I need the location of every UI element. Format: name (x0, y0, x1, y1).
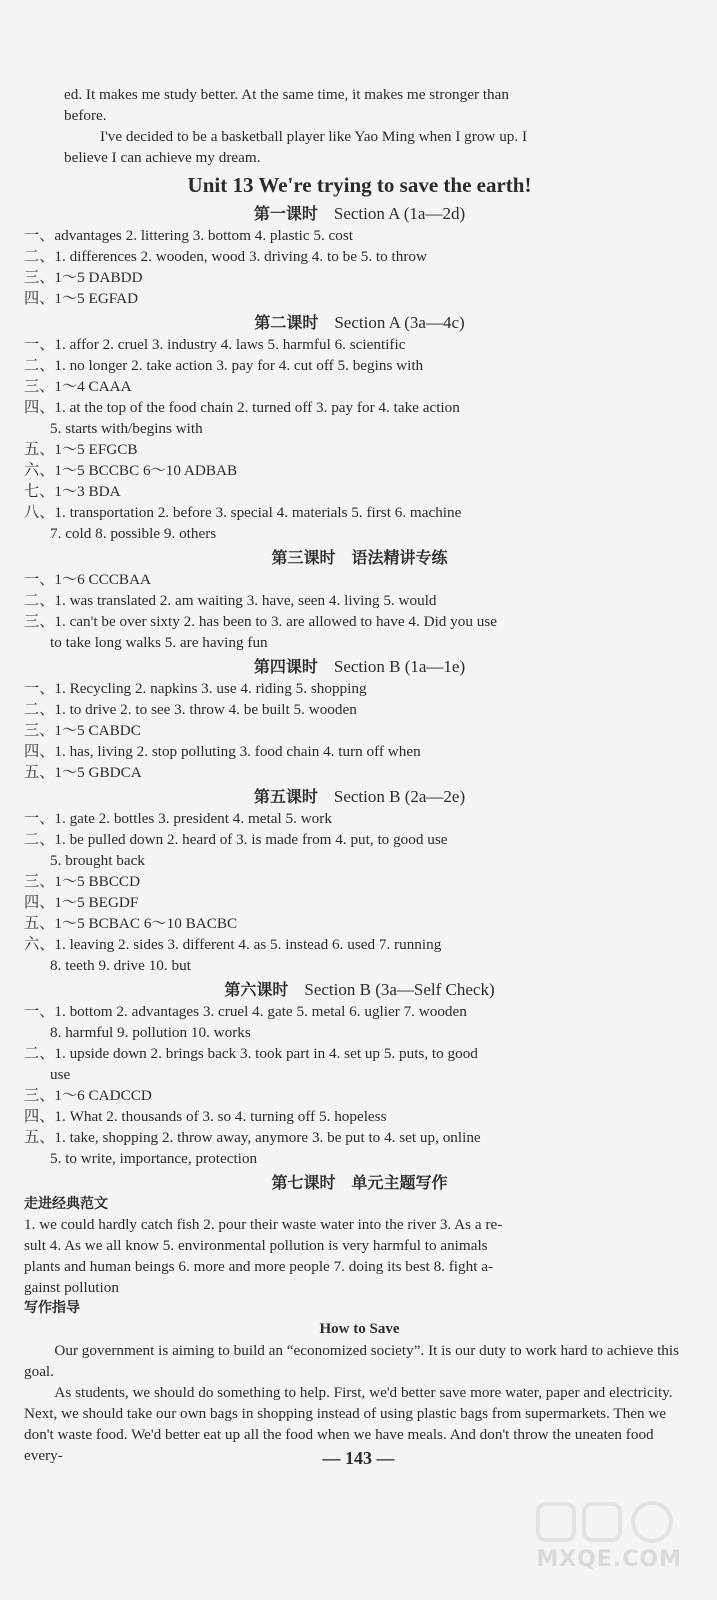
answer-line: 一、1～6 CCCBAA (24, 571, 152, 588)
watermark-logo (520, 1498, 700, 1578)
answer-line: 七、1～3 BDA (24, 483, 121, 500)
answer-line: 5. starts with/begins with (50, 420, 203, 437)
intro-line: ed. It makes me study better. At the same time, it makes me stronger than (64, 86, 509, 103)
answer-line: to take long walks 5. are having fun (50, 634, 268, 651)
answer-line: 三、1～6 CADCCD (24, 1087, 152, 1104)
section-title (24, 978, 695, 1001)
section-title (24, 1171, 695, 1194)
classic-essay-block (24, 1194, 695, 1298)
intro-line: I've decided to be a basketball player like Yao Ming when I grow up. I (100, 128, 528, 145)
answer-line: 5. brought back (50, 852, 145, 869)
section-lesson-label: 第七课时 (271, 1173, 336, 1192)
section-range-label: Section A (3a—4c) (334, 313, 465, 332)
writing-guide-heading: 写作指导 (24, 1300, 80, 1316)
intro-line: before. (64, 107, 107, 124)
answer-line: use (50, 1066, 71, 1083)
section-lesson-label: 第一课时 (253, 204, 318, 223)
answer-line: 四、1. at the top of the food chain 2. turned off 3. pay for 4. take action (24, 399, 460, 416)
answer-line: 三、1～5 DABDD (24, 269, 143, 286)
answer-line: 三、1. can't be over sixty 2. has been to 3. are allowed to have 4. Did you use (24, 613, 498, 630)
section-title (24, 202, 695, 225)
answer-line: 二、1. to drive 2. to see 3. throw 4. be built 5. wooden (24, 701, 357, 718)
section-title (24, 785, 695, 808)
answer-line: 六、1. leaving 2. sides 3. different 4. as 5. instead 6. used 7. running (24, 936, 442, 953)
answer-line: 四、1～5 BEGDF (24, 894, 139, 911)
answer-line: 一、1. bottom 2. advantages 3. cruel 4. gate 5. metal 6. uglier 7. wooden (24, 1003, 467, 1020)
answer-line: 8. teeth 9. drive 10. but (50, 957, 191, 974)
section-range-label: Section B (3a—Self Check) (304, 980, 495, 999)
intro-block (24, 84, 695, 168)
section-title (24, 546, 695, 569)
section-range-label: Section A (1a—2d) (333, 204, 466, 223)
answer-line: 二、1. upside down 2. brings back 3. took part in 4. set up 5. puts, to good (24, 1045, 478, 1062)
answer-line: 五、1～5 GBDCA (24, 764, 142, 781)
answer-line: 一、1. affor 2. cruel 3. industry 4. laws 5. harmful 6. scientific (24, 336, 406, 353)
answer-line: 一、advantages 2. littering 3. bottom 4. plastic 5. cost (24, 227, 354, 244)
watermark-text: MXQE.COM (536, 1547, 682, 1572)
section-lesson-label: 第四课时 (253, 657, 318, 676)
section-range-label: 单元主题写作 (351, 1173, 448, 1192)
answer-line: 二、1. was translated 2. am waiting 3. have, seen 4. living 5. would (24, 592, 437, 609)
section-lesson-label: 第五课时 (253, 787, 318, 806)
essay-paragraph: As students, we should do something to help. First, we'd better save more water, paper and electricity. Next, we should take our own bags in shopping instead of using plastic bags from supermarkets. Then we don't waste food. We'd better eat up all the food when we have meals. And don't throw the uneaten food every- (24, 1384, 673, 1464)
section-title (24, 655, 695, 678)
answer-line: 二、1. differences 2. wooden, wood 3. driving 4. to be 5. to throw (24, 248, 427, 265)
classic-essay-heading: 走进经典范文 (24, 1196, 108, 1212)
sections-container (24, 202, 695, 1194)
answer-line: 三、1～5 CABDC (24, 722, 141, 739)
answer-line: 四、1～5 EGFAD (24, 290, 139, 307)
page-number: — 143 — (322, 1448, 395, 1468)
intro-line: believe I can achieve my dream. (64, 149, 261, 166)
section-range-label: Section B (2a—2e) (333, 787, 466, 806)
essay-title: How to Save (319, 1321, 400, 1337)
answer-line: 八、1. transportation 2. before 3. special 4. materials 5. first 6. machine (24, 504, 462, 521)
answer-line: 五、1～5 BCBAC 6～10 BACBC (24, 915, 238, 932)
section-range-label: 语法精讲专练 (351, 548, 448, 567)
section-lesson-label: 第二课时 (254, 313, 319, 332)
section-title (24, 311, 695, 334)
unit-title: Unit 13 We're trying to save the earth! (187, 173, 532, 197)
answer-line: 三、1～5 BBCCD (24, 873, 141, 890)
answer-line: 五、1～5 EFGCB (24, 441, 138, 458)
section-lesson-label: 第六课时 (224, 980, 289, 999)
answer-line: 四、1. has, living 2. stop polluting 3. food chain 4. turn off when (24, 743, 421, 760)
classic-line: sult 4. As we all know 5. environmental pollution is very harmful to animals (24, 1237, 488, 1254)
answer-line: 四、1. What 2. thousands of 3. so 4. turning off 5. hopeless (24, 1108, 387, 1125)
answer-line: 五、1. take, shopping 2. throw away, anymore 3. be put to 4. set up, online (24, 1129, 481, 1146)
writing-guide-block (24, 1298, 695, 1466)
answer-line: 二、1. no longer 2. take action 3. pay for 4. cut off 5. begins with (24, 357, 424, 374)
essay-paragraph: Our government is aiming to build an “economized society”. It is our duty to work hard to achieve this goal. (24, 1342, 680, 1380)
answer-line: 六、1～5 BCCBC 6～10 ADBAB (24, 462, 238, 479)
answer-line: 二、1. be pulled down 2. heard of 3. is made from 4. put, to good use (24, 831, 448, 848)
section-lesson-label: 第三课时 (271, 548, 336, 567)
classic-line: 1. we could hardly catch fish 2. pour their waste water into the river 3. As a re- (24, 1216, 503, 1233)
answer-line: 5. to write, importance, protection (50, 1150, 258, 1167)
answer-line: 8. harmful 9. pollution 10. works (50, 1024, 251, 1041)
answer-line: 一、1. Recycling 2. napkins 3. use 4. riding 5. shopping (24, 680, 367, 697)
answer-line: 7. cold 8. possible 9. others (50, 525, 217, 542)
answer-line: 三、1～4 CAAA (24, 378, 132, 395)
classic-line: plants and human beings 6. more and more people 7. doing its best 8. fight a- (24, 1258, 494, 1275)
section-range-label: Section B (1a—1e) (333, 657, 466, 676)
answer-line: 一、1. gate 2. bottles 3. president 4. metal 5. work (24, 810, 332, 827)
classic-line: gainst pollution (24, 1279, 119, 1296)
